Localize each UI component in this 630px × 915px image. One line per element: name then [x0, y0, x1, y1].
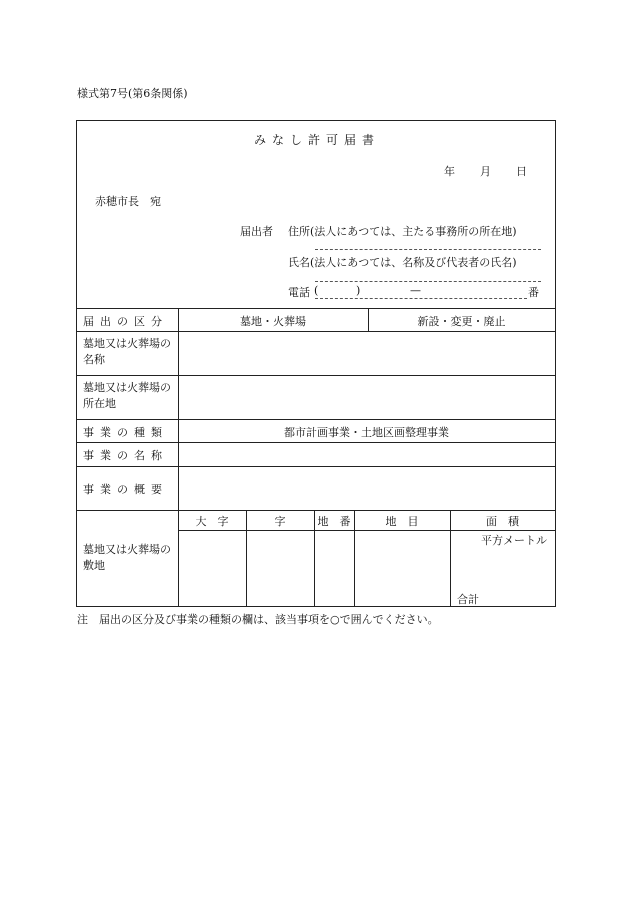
project-type-value: 都市計画事業・土地区画整理事業 [284, 426, 449, 439]
row-divider [77, 510, 555, 511]
site-col-oaza: 大 字 [195, 515, 229, 528]
row-divider [77, 308, 555, 309]
phone-close-paren: ) [356, 284, 361, 297]
date-month: 月 [480, 165, 491, 178]
phone-dash: — [410, 284, 421, 297]
total-label: 合計 [457, 593, 479, 606]
address-label: 住所(法人にあつては、主たる事務所の所在地) [288, 225, 517, 238]
address-line [315, 249, 541, 250]
name-line [315, 281, 541, 282]
phone-label: 電話 [288, 286, 310, 299]
label-column-divider [178, 308, 179, 606]
project-type-label: 事業の種類 [83, 426, 168, 439]
row-divider [77, 375, 555, 376]
date-year: 年 [444, 165, 455, 178]
phone-open-paren: ( [314, 284, 319, 297]
site-col-aza: 字 [274, 515, 286, 528]
phone-suffix: 番 [528, 286, 539, 299]
addressee: 赤穂市長 宛 [95, 195, 161, 208]
row-divider [77, 466, 555, 467]
row-divider [77, 419, 555, 420]
phone-line [315, 298, 527, 299]
category-label: 届出の区分 [83, 315, 168, 328]
facility-location-label: 墓地又は火葬場の所在地 [83, 381, 171, 410]
row-divider [77, 331, 555, 332]
project-summary-label: 事業の概要 [83, 483, 168, 496]
area-unit: 平方メートル [481, 534, 547, 547]
project-name-label: 事業の名称 [83, 449, 168, 462]
site-label: 墓地又は火葬場の敷地 [83, 543, 171, 572]
facility-name-label: 墓地又は火葬場の名称 [83, 337, 171, 366]
name-label: 氏名(法人にあつては、名称及び代表者の氏名) [288, 256, 517, 269]
notification-form [76, 120, 556, 607]
site-col-chiban: 地 番 [317, 515, 351, 528]
category-option-facility: 墓地・火葬場 [240, 315, 306, 328]
row-divider [77, 442, 555, 443]
applicant-label: 届出者 [240, 225, 273, 238]
site-col-area: 面 積 [486, 515, 519, 528]
date-day: 日 [516, 165, 527, 178]
form-title: みなし許可届書 [253, 133, 380, 147]
site-col-chimoku: 地 目 [385, 515, 419, 528]
category-option-action: 新設・変更・廃止 [417, 315, 506, 328]
site-header-divider [178, 530, 555, 531]
form-reference: 様式第7号(第6条関係) [77, 87, 188, 100]
footnote: 注 届出の区分及び事業の種類の欄は、該当事項を○で囲んでください。 [77, 613, 439, 626]
